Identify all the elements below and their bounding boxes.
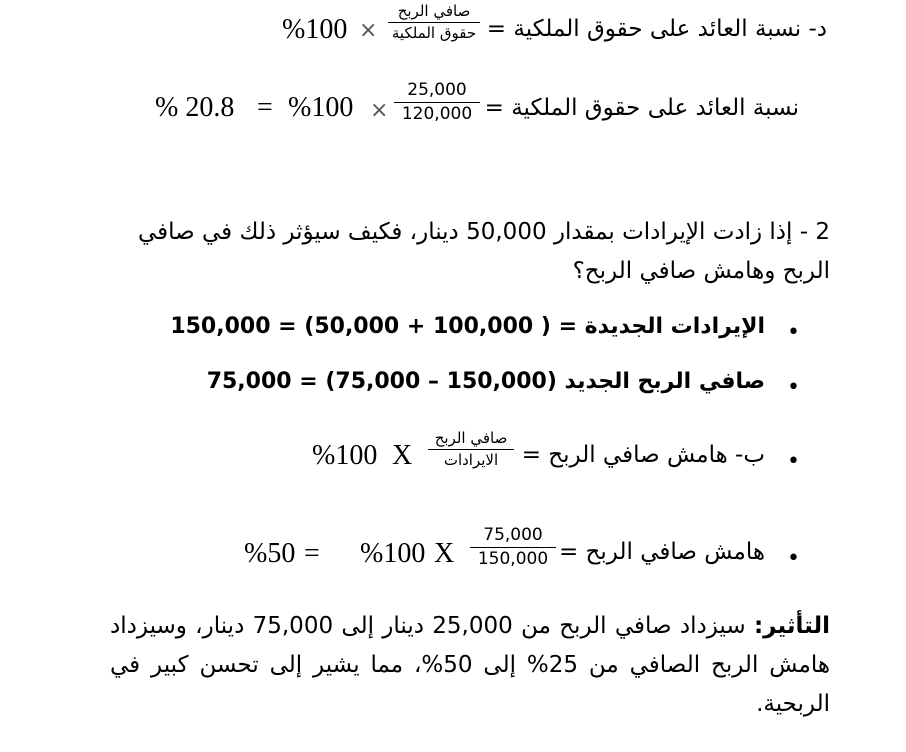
fraction-denominator: حقوق الملكية [391, 24, 477, 43]
fraction-denominator: 150,000 [477, 549, 549, 570]
margin-calc-label: هامش صافي الربح = [558, 539, 765, 565]
question-line-1: 2 - إذا زادت الإيرادات بمقدار 50,000 دينار، فكيف سيؤثر ذلك في صافي [137, 219, 830, 245]
fraction-numerator: 25,000 [407, 80, 467, 100]
equals-sign: = [257, 92, 273, 123]
bullet-marker: • [787, 320, 800, 345]
hundred-percent: %100 [282, 14, 348, 45]
margin-result: %50 [244, 538, 296, 569]
bullet-marker: • [787, 375, 800, 400]
question-line-2: الربح وهامش صافي الربح؟ [572, 258, 830, 284]
new-profit-line: صافي الربح الجديد (150,000 – 75,000) = 75,000 [206, 369, 765, 394]
effect-paragraph [110, 607, 830, 724]
multiply-x: X [434, 538, 455, 569]
equals-sign: = [304, 538, 320, 569]
margin-calc-fraction [470, 527, 556, 568]
multiply-sign: × [359, 18, 378, 43]
roe-calc-label: نسبة العائد على حقوق الملكية = [484, 95, 799, 121]
hundred-percent: %100 [312, 440, 378, 471]
margin-formula-label: ب- هامش صافي الربح = [521, 442, 765, 468]
multiply-sign: × [370, 98, 389, 123]
roe-formula-label: د- نسبة العائد على حقوق الملكية = [486, 16, 827, 42]
fraction-bar [388, 22, 480, 23]
bullet-marker: • [787, 449, 800, 474]
multiply-x: X [392, 440, 413, 471]
effect-text: سيزداد صافي الربح من 25,000 دينار إلى 75,000 دينار، وسيزداد هامش الربح الصافي من 25% إلى 50%، مما يشير إلى تحسن كبير في الربحية. [110, 613, 830, 717]
fraction-numerator: 75,000 [483, 525, 543, 545]
hundred-percent: %100 [288, 92, 354, 123]
fraction-numerator: صافي الربح [397, 2, 471, 20]
bullet-marker: • [787, 546, 800, 571]
fraction-bar [428, 449, 514, 450]
fraction-denominator: 120,000 [401, 104, 473, 125]
margin-formula-fraction [428, 431, 514, 468]
roe-calc-fraction [394, 82, 480, 123]
fraction-numerator: صافي الربح [434, 429, 508, 447]
fraction-denominator: الايرادات [443, 451, 499, 470]
fraction-bar [394, 102, 480, 103]
new-revenue-line: الإيرادات الجديدة = ( 100,000 + 50,000) = 150,000 [170, 314, 765, 339]
hundred-percent: %100 [360, 538, 426, 569]
roe-formula-fraction [388, 4, 480, 41]
roe-result: % 20.8 [155, 92, 235, 123]
fraction-bar [470, 547, 556, 548]
effect-label: التأثير: [753, 613, 831, 639]
